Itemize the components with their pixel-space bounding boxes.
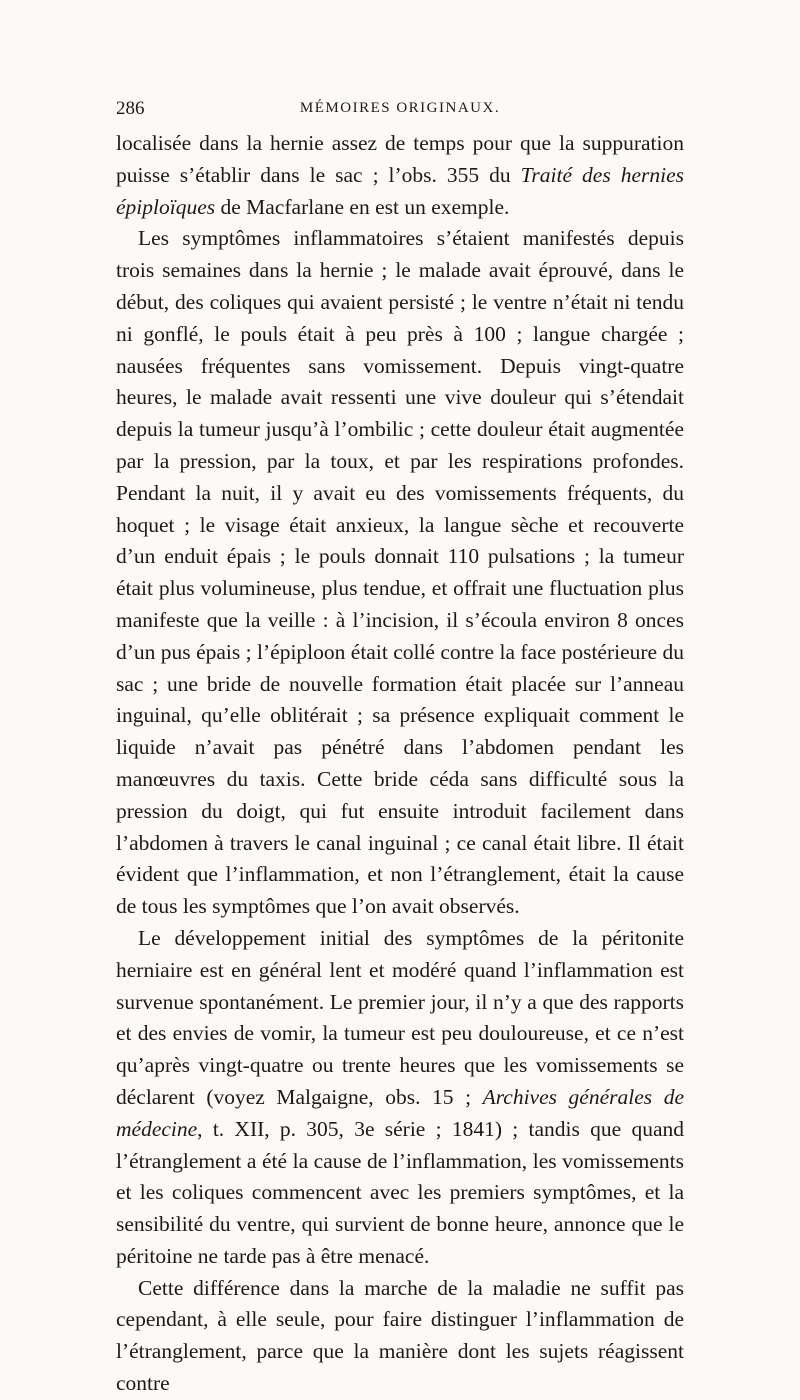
paragraph-1: localisée dans la hernie assez de temps pour que la suppuration puisse s’établir dans le sac ; l’obs. 355 du Traité des hernies épiploïques de Macfarlane en est un exemple. [116,131,684,219]
page-number: 286 [116,98,145,119]
running-head [116,94,684,124]
book-title-italic: Traité des hernies épiploïques [116,162,684,219]
paragraph-4: Cette différence dans la marche de la maladie ne suffit pas cependant, à elle seule, pour faire distinguer l’inflammation de l’étranglement, parce que la manière dont les sujets réagissent contre [116,1275,684,1396]
journal-title-italic: Archives générales de médecine [116,1084,684,1141]
running-title: MÉMOIRES ORIGINAUX. [299,100,501,116]
paragraph-3: Le développement initial des symptômes de la péritonite herniaire est en général lent et modéré quand l’inflammation est survenue spontanément. Le premier jour, il n’y a que des rapports et des envies de vomir, la tumeur est peu douloureuse, et ce n’est qu’après vingt-quatre ou trente heures que les vomissements se déclarent (voyez Malgaigne, obs. 15 ; Archives générales de médecine, t. XII, p. 305, 3e série ; 1841) ; tandis que quand l’étranglement a été la cause de l’inflammation, les vomissements et les coliques commencent avec les premiers symptômes, et la sensibilité du ventre, qui survient de bonne heure, annonce que le péritoine ne tarde pas à être menacé. [116,925,684,1268]
paragraph-2: Les symptômes inflammatoires s’étaient manifestés depuis trois semaines dans la hernie ; le malade avait éprouvé, dans le début, des coliques qui avaient persisté ; le ventre n’était ni tendu ni gonflé, le pouls était à peu près à 100 ; langue chargée ; nausées fréquentes sans vomissement. Depuis vingt-quatre heures, le malade avait ressenti une vive douleur qui s’étendait depuis la tumeur jusqu’à l’ombilic ; cette douleur était augmentée par la pression, par la toux, et par les respirations profondes. Pendant la nuit, il y avait eu des vomissements fréquents, du hoquet ; le visage était anxieux, la langue sèche et recouverte d’un enduit épais ; le pouls donnait 110 pulsations ; la tumeur était plus volumineuse, plus tendue, et offrait une fluctuation plus manifeste que la veille : à l’incision, il s’écoula environ 8 onces d’un pus épais ; l’épiploon était collé contre la face postérieure du sac ; une bride de nouvelle formation était placée sur l’anneau inguinal, qu’elle oblitérait ; sa présence expliquait comment le liquide n’avait pas pénétré dans l’abdomen pendant les manœuvres du taxis. Cette bride céda sans difficulté sous la pression du doigt, qui fut ensuite introduit facilement dans l’abdomen à travers le canal inguinal ; ce canal était libre. Il était évident que l’inflammation, et non l’étranglement, était la cause de tous les symptômes que l’on avait observés. [116,226,684,919]
body-text [116,128,684,1400]
